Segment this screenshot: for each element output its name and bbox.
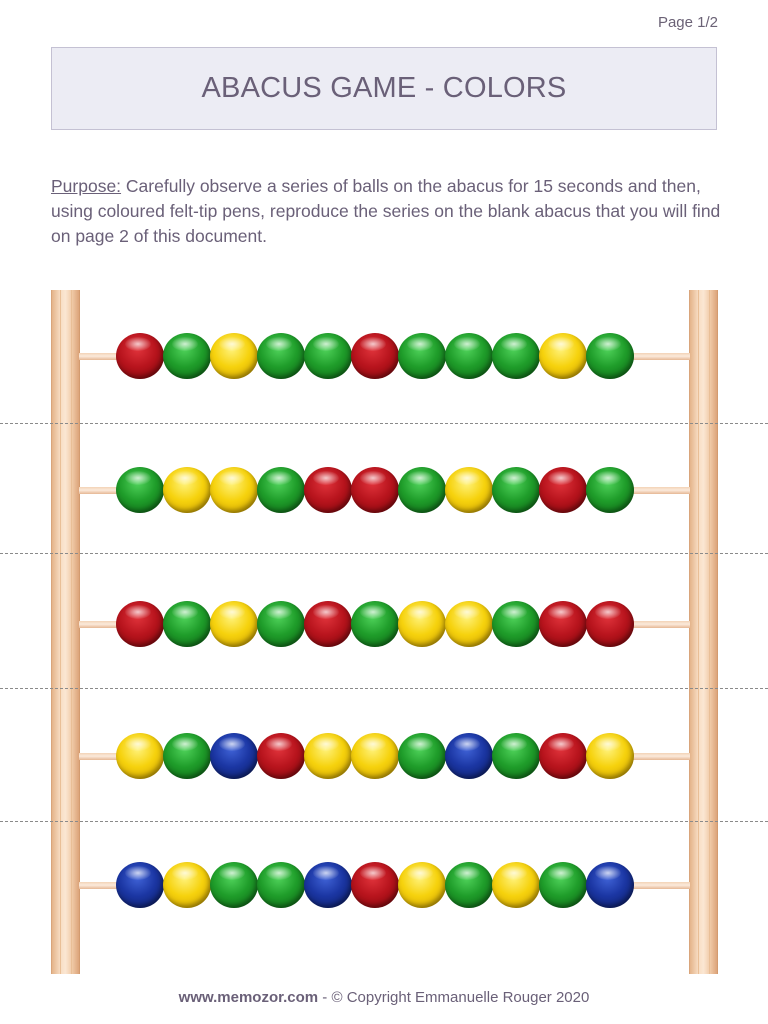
red-bead (304, 601, 352, 647)
green-bead (257, 601, 305, 647)
abacus-left-post (51, 290, 80, 974)
bead-row (116, 333, 636, 379)
green-bead (210, 862, 258, 908)
green-bead (492, 467, 540, 513)
red-bead (304, 467, 352, 513)
red-bead (257, 733, 305, 779)
yellow-bead (445, 601, 493, 647)
bead-row (116, 467, 636, 513)
yellow-bead (351, 733, 399, 779)
green-bead (398, 733, 446, 779)
purpose-label: Purpose: (51, 176, 122, 196)
bead-row (116, 601, 636, 647)
green-bead (116, 467, 164, 513)
yellow-bead (163, 467, 211, 513)
page-number: Page 1/2 (657, 14, 718, 31)
cut-line (0, 423, 768, 424)
green-bead (586, 333, 634, 379)
red-bead (116, 333, 164, 379)
yellow-bead (398, 601, 446, 647)
cut-line (0, 821, 768, 822)
cut-line (0, 553, 768, 554)
blue-bead (445, 733, 493, 779)
red-bead (351, 467, 399, 513)
red-bead (539, 467, 587, 513)
blue-bead (304, 862, 352, 908)
red-bead (539, 601, 587, 647)
bead-row (116, 733, 636, 779)
red-bead (539, 733, 587, 779)
green-bead (257, 467, 305, 513)
green-bead (586, 467, 634, 513)
purpose-text (51, 174, 731, 249)
yellow-bead (210, 467, 258, 513)
blue-bead (116, 862, 164, 908)
red-bead (351, 333, 399, 379)
cut-line (0, 688, 768, 689)
green-bead (445, 333, 493, 379)
green-bead (539, 862, 587, 908)
yellow-bead (492, 862, 540, 908)
yellow-bead (163, 862, 211, 908)
title-box (51, 47, 717, 130)
green-bead (445, 862, 493, 908)
yellow-bead (445, 467, 493, 513)
red-bead (351, 862, 399, 908)
footer-site: www.memozor.com (178, 989, 319, 1006)
yellow-bead (539, 333, 587, 379)
red-bead (116, 601, 164, 647)
yellow-bead (210, 601, 258, 647)
yellow-bead (116, 733, 164, 779)
blue-bead (210, 733, 258, 779)
green-bead (492, 601, 540, 647)
yellow-bead (586, 733, 634, 779)
bead-row (116, 862, 636, 908)
page-title: ABACUS GAME - COLORS (201, 72, 567, 104)
green-bead (163, 601, 211, 647)
green-bead (257, 333, 305, 379)
green-bead (351, 601, 399, 647)
green-bead (398, 467, 446, 513)
green-bead (163, 733, 211, 779)
green-bead (257, 862, 305, 908)
green-bead (492, 733, 540, 779)
green-bead (492, 333, 540, 379)
green-bead (163, 333, 211, 379)
red-bead (586, 601, 634, 647)
abacus-right-post (689, 290, 718, 974)
blue-bead (586, 862, 634, 908)
yellow-bead (210, 333, 258, 379)
yellow-bead (304, 733, 352, 779)
green-bead (398, 333, 446, 379)
green-bead (304, 333, 352, 379)
footer-copyright: - © Copyright Emmanuelle Rouger 2020 (318, 989, 590, 1006)
yellow-bead (398, 862, 446, 908)
footer (0, 989, 768, 1006)
purpose-body: Carefully observe a series of balls on the abacus for 15 seconds and then, using coloured felt-tip pens, reproduce the series on the blank abacus that you will find on page 2 of this document. (51, 176, 721, 246)
